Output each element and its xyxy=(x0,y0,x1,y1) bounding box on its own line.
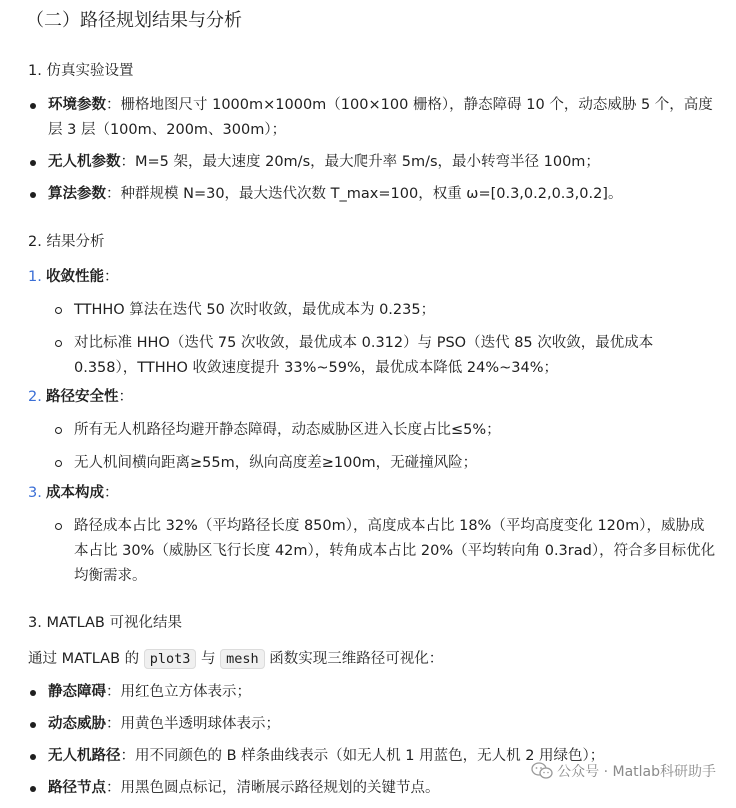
subsection-title-2: 2. 结果分析 xyxy=(28,234,105,250)
list-item: 路径节点：用黑色圆点标记，清晰展示路径规划的关键节点。 xyxy=(0,776,736,801)
sub-list xyxy=(0,418,736,484)
hollow-bullet-icon xyxy=(55,427,62,434)
code-mesh: mesh xyxy=(220,649,265,669)
numbered-item-2: 2. 路径安全性： xyxy=(28,389,133,405)
bullet-icon xyxy=(30,786,36,792)
visualization-list xyxy=(0,680,736,808)
sub-list xyxy=(0,298,736,389)
subsection-title-1: 1. 仿真实验设置 xyxy=(28,63,134,79)
hollow-bullet-icon xyxy=(55,460,62,467)
watermark-text: 公众号 · Matlab科研助手 xyxy=(557,764,716,780)
hollow-bullet-icon xyxy=(55,307,62,314)
bullet-icon xyxy=(30,192,36,198)
list-item: 无人机路径：用不同颜色的 B 样条曲线表示（如无人机 1 用蓝色，无人机 2 用绿色）； xyxy=(0,744,736,769)
section-heading: （二）路径规划结果与分析 xyxy=(26,10,242,31)
settings-list xyxy=(0,93,736,214)
numbered-item-1: 1. 收敛性能： xyxy=(28,269,119,285)
list-item: 静态障碍：用红色立方体表示； xyxy=(0,680,736,705)
list-item: 动态威胁：用黄色半透明球体表示； xyxy=(0,712,736,737)
list-item: 算法参数：种群规模 N=30，最大迭代次数 T_max=100，权重 ω=[0.3,0.2,0.3,0.2]。 xyxy=(0,182,736,207)
intro-paragraph: 通过 MATLAB 的 plot3 与 mesh 函数实现三维路径可视化： xyxy=(28,651,444,667)
sub-list-item: 对比标准 HHO（迭代 75 次收敛，最优成本 0.312）与 PSO（迭代 85 次收敛，最优成本 0.358），TTHHO 收敛速度提升 33%~59%，最优成本降低 24%~34%； xyxy=(0,331,736,381)
bullet-icon xyxy=(30,722,36,728)
numbered-item-3: 3. 成本构成： xyxy=(28,485,119,501)
sub-list-item: 路径成本占比 32%（平均路径长度 850m），高度成本占比 18%（平均高度变化 120m），威胁成本占比 30%（威胁区飞行长度 42m），转角成本占比 20%（平均转向角 0.3rad），符合多目标优化均衡需求。 xyxy=(0,514,736,589)
wechat-icon xyxy=(531,762,553,780)
sub-list-item: TTHHO 算法在迭代 50 次时收敛，最优成本为 0.235； xyxy=(0,298,736,323)
bullet-icon xyxy=(30,690,36,696)
hollow-bullet-icon xyxy=(55,523,62,530)
hollow-bullet-icon xyxy=(55,340,62,347)
bullet-icon xyxy=(30,160,36,166)
bullet-icon xyxy=(30,103,36,109)
sub-list-item: 无人机间横向距离≥55m，纵向高度差≥100m，无碰撞风险； xyxy=(0,451,736,476)
bullet-icon xyxy=(30,754,36,760)
subsection-title-3: 3. MATLAB 可视化结果 xyxy=(28,615,182,631)
sub-list-item: 所有无人机路径均避开静态障碍，动态威胁区进入长度占比≤5%； xyxy=(0,418,736,443)
sub-list xyxy=(0,514,736,597)
code-plot3: plot3 xyxy=(144,649,197,669)
list-item: 环境参数：栅格地图尺寸 1000m×1000m（100×100 栅格），静态障碍 10 个，动态威胁 5 个，高度层 3 层（100m、200m、300m）； xyxy=(0,93,736,143)
watermark xyxy=(531,761,716,781)
list-item: 无人机参数：M=5 架，最大速度 20m/s，最大爬升率 5m/s，最小转弯半径 100m； xyxy=(0,150,736,175)
